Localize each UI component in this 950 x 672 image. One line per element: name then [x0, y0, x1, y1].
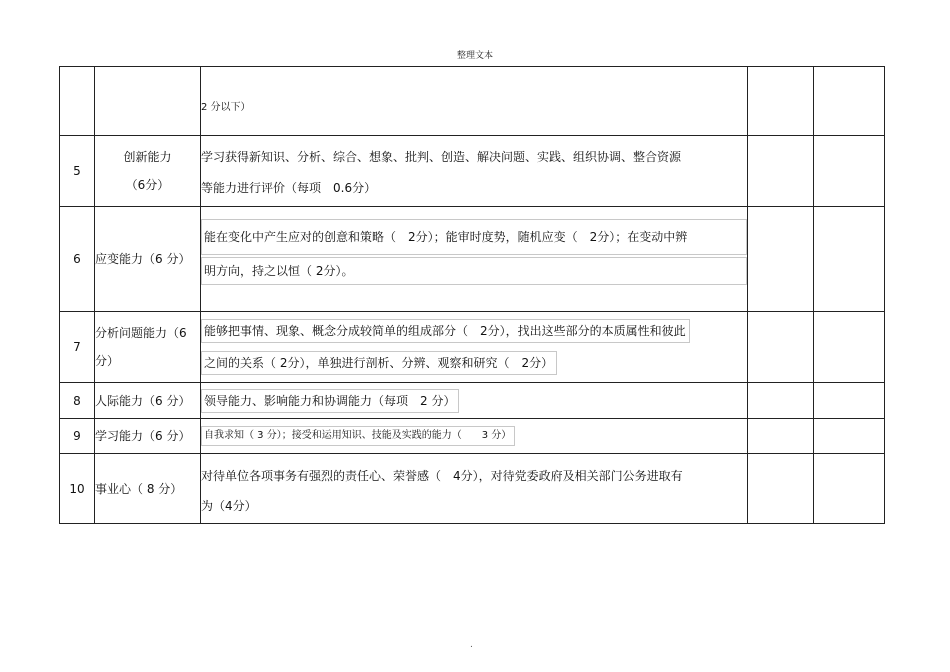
table-row — [60, 67, 885, 136]
row-number: 6 — [60, 207, 95, 312]
row-criterion: 事业心（ 8 分） — [95, 454, 201, 524]
criterion-line: 分析问题能力（6 — [95, 326, 187, 340]
row-description — [201, 136, 748, 207]
table-row — [60, 454, 885, 524]
description-line: 自我求知（ 3 分）；接受和运用知识、技能及实践的能力（ 3 分） — [201, 426, 515, 446]
criterion-line: 分） — [95, 354, 120, 368]
row-criterion — [95, 312, 201, 383]
description-line: 明方向，持之以恒（ 2分）。 — [201, 257, 747, 285]
description-line: 领导能力、影响能力和协调能力（每项 2 分） — [201, 389, 459, 413]
criterion-line: （6分） — [125, 178, 170, 192]
description-line: 之间的关系（ 2分），单独进行剖析、分辨、观察和研究（ 2分） — [201, 351, 557, 375]
score-cell — [814, 312, 885, 383]
score-cell — [814, 419, 885, 454]
table-row — [60, 207, 885, 312]
row-number: 7 — [60, 312, 95, 383]
description-line: 能在变化中产生应对的创意和策略（ 2分）；能审时度势，随机应变（ 2分）；在变动中辨 — [201, 219, 747, 255]
score-cell — [814, 207, 885, 312]
row-criterion: 人际能力（6 分） — [95, 383, 201, 419]
row-criterion — [95, 136, 201, 207]
page-footer-mark: . — [470, 640, 473, 650]
row-criterion: 应变能力（6 分） — [95, 207, 201, 312]
description-line: 能够把事情、现象、概念分成较简单的组成部分（ 2分），找出这些部分的本质属性和彼此 — [201, 319, 690, 343]
table-row — [60, 312, 885, 383]
score-cell — [748, 454, 814, 524]
description-line: 等能力进行评价（每项 0.6分） — [201, 181, 377, 195]
score-cell — [748, 383, 814, 419]
score-cell — [748, 207, 814, 312]
score-cell — [814, 383, 885, 419]
score-cell — [748, 136, 814, 207]
row-description — [201, 383, 748, 419]
score-cell — [814, 454, 885, 524]
description-line: 对待单位各项事务有强烈的责任心、荣誉感（ 4分），对待党委政府及相关部门公务进取有 — [201, 468, 683, 483]
score-cell — [814, 67, 885, 136]
score-cell — [748, 312, 814, 383]
score-cell — [748, 419, 814, 454]
row-number: 10 — [60, 454, 95, 524]
row-description — [201, 312, 748, 383]
table-row — [60, 136, 885, 207]
description-line: 为（4分） — [201, 498, 257, 513]
row-number — [60, 67, 95, 136]
row-number: 5 — [60, 136, 95, 207]
row-description — [201, 454, 748, 524]
criterion-line: 创新能力 — [123, 150, 172, 164]
page-header: 整理文本 — [456, 51, 493, 61]
table-row — [60, 419, 885, 454]
row-criterion: 学习能力（6 分） — [95, 419, 201, 454]
row-number: 9 — [60, 419, 95, 454]
score-cell — [748, 67, 814, 136]
row-description — [201, 207, 748, 312]
description-line: 学习获得新知识、分析、综合、想象、批判、创造、解决问题、实践、组织协调、整合资源 — [201, 150, 682, 164]
description-line: 2 分以下） — [201, 102, 251, 113]
table-row — [60, 383, 885, 419]
row-description — [201, 67, 748, 136]
row-criterion — [95, 67, 201, 136]
row-description — [201, 419, 748, 454]
evaluation-table — [59, 66, 885, 524]
row-number: 8 — [60, 383, 95, 419]
score-cell — [814, 136, 885, 207]
